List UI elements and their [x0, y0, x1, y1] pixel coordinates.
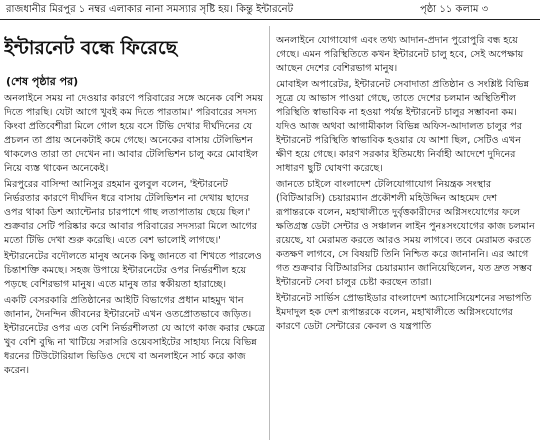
continued-from-note: (শেষ পৃষ্ঠার পর): [6, 75, 79, 88]
paragraph: ইন্টারনেটের বদৌলতে মানুষ অনেক কিছু জানতে বা শিখতে পারলেও চিন্তাশক্তি কমছে। সহজ উপায়ে ইন্টারনেটের ওপর নির্ভরশীল হয়ে পড়ছে বেশিরভাগ মানুষ। এতে মানুষ তার স্বকীয়তা হারাচ্ছে।: [4, 251, 262, 290]
page-column-reference: পৃষ্ঠা ১১ কলাম ৩: [420, 4, 489, 15]
paragraph: ইন্টারনেট সার্ভিস প্রোভাইডার বাংলাদেশ অ্যাসোসিয়েশনের সভাপতি ইমদাদুল হক দেশ রূপান্তরকে বলেন, মহাখালীতে অগ্নিসংযোগের কারণে ডেটা সেন্টারের কেবল ও যন্ত্রপাতি: [276, 293, 532, 332]
article-headline: ইন্টারনেট বন্ধে ফিরেছে: [4, 37, 178, 59]
paragraph: জানতে চাইলে বাংলাদেশ টেলিযোগাযোগ নিয়ন্ত্রক সংস্থার (বিটিআরসি) চেয়ারম্যান প্রকৌশলী মহিউদ্দিন আহমেদ দেশ রূপান্তরকে বলেন, মহাখালীতে দুর্বৃত্তকারীদের অগ্নিসংযোগের ফলে ক্ষতিগ্রস্ত ডেটা সেন্টার ও সঞ্চালন লাইন পুনঃসংযোগের কাজ চলমান রয়েছে, যা মেরামত করতে আরও সময় লাগবে। তবে মেরামত করতে কতক্ষণ লাগবে, সে বিষয়টি তিনি নিশ্চিত করে জানাননি। এর আগে গত শুক্রবার বিটিআরসির চেয়ারম্যান জানিয়েছিলেন, যত দ্রুত সম্ভব ইন্টারনেট সেবা চালুর চেষ্টা করছেন তারা।: [276, 179, 535, 288]
page-header-strip: [0, 0, 540, 20]
column-divider: [269, 26, 270, 440]
header-running-text: রাজধানীর মিরপুর ১ নম্বর এলাকার নানা সমস্যার সৃষ্টি হয়। কিন্তু ইন্টারনেট: [6, 4, 294, 15]
paragraph: অনলাইনে যোগাযোগ এবং তথ্য আদান-প্রদান পুরোপুরি বন্ধ হয়ে গেছে। এমন পরিস্থিতিতে কখন ইন্টারনেট চালু হবে, সেই অপেক্ষায় আছেন দেশের বেশিরভাগ মানুষ।: [276, 35, 524, 74]
paragraph: একটি বেসরকারি প্রতিষ্ঠানের আইটি বিভাগের প্রধান মাহমুদ খান জানান, দৈনন্দিন জীবনের ইন্টারনেট এখন ওতপ্রোতভাবে জড়িত। ইন্টারনেটের ওপর এত বেশি নির্ভরশীলতা যে আগে কাজ করার ক্ষেত্রে খুব বেশি বুদ্ধি না খাটিয়ে সরাসরি ওয়েবসাইটের সাহায্য নিয়ে বিভিন্ন ধরনের টিউটোরিয়াল ভিডিও দেখে বা অনলাইনে সার্চ করে কাজ করেন।: [4, 295, 265, 376]
article-left-column: [4, 92, 266, 440]
article-right-column: [276, 34, 538, 440]
paragraph: মোবাইল অপারেটর, ইন্টারনেট সেবাদাতা প্রতিষ্ঠান ও সংশ্লিষ্ট বিভিন্ন সূত্রে যে আভাস পাওয়া গেছে, তাতে দেশের চলমান অস্থিতিশীল পরিস্থিতি স্বাভাবিক না হওয়া পর্যন্ত ইন্টারনেট চালুর সম্ভাবনা কম। যদিও আজ অথবা আগামীকাল বিভিন্ন অফিস-আদালত চালুর পর ইন্টারনেট পরিস্থিতি স্বাভাবিক হওয়ার যে আশা ছিল, সেটিও এখন ক্ষীণ হয়ে গেছে। কারণ সরকার ইতিমধ্যে নির্বাহী আদেশে দুদিনের সাধারণ ছুটি ঘোষণা করেছে।: [276, 79, 530, 174]
paragraph: অনলাইনে সময় না দেওয়ার কারণে পরিবারের সঙ্গে অনেক বেশি সময় দিতে পারছি। যেটা আগে খুবই কম দিতে পারতাম।' পরিবারের সদস্য কিংবা প্রতিবেশীরা মিলে গোল হয়ে বসে টিভি দেখার দীর্ঘদিনের যে প্রচলন তা প্রায় অনেকটাই কমে গেছে। অনেকের বাসায় টেলিভিশন থাকলেও তারা তা দেখেন না। আবার টেলিভিশন চালু করে মোবাইল নিয়ে ব্যস্ত থাকেন অনেকেই।: [4, 93, 264, 174]
paragraph: মিরপুরের বাসিন্দা আনিসুর রহমান বুলবুল বলেন, 'ইন্টারনেট নির্ভরতার কারণে দীর্ঘদিন ধরে বাসায় টেলিভিশন না দেখায় ছাদের ওপর থাকা ডিশ অ্যান্টেনার চারপাশে গাছ লতাপাতায় ছেয়ে ছিল।' শুক্রবার সেটি পরিষ্কার করে আবার পরিবারের সদস্যরা মিলে আগের মতো টিভি দেখা শুরু করেছি। এতে বেশ ভালোই লাগছে।': [4, 179, 258, 246]
